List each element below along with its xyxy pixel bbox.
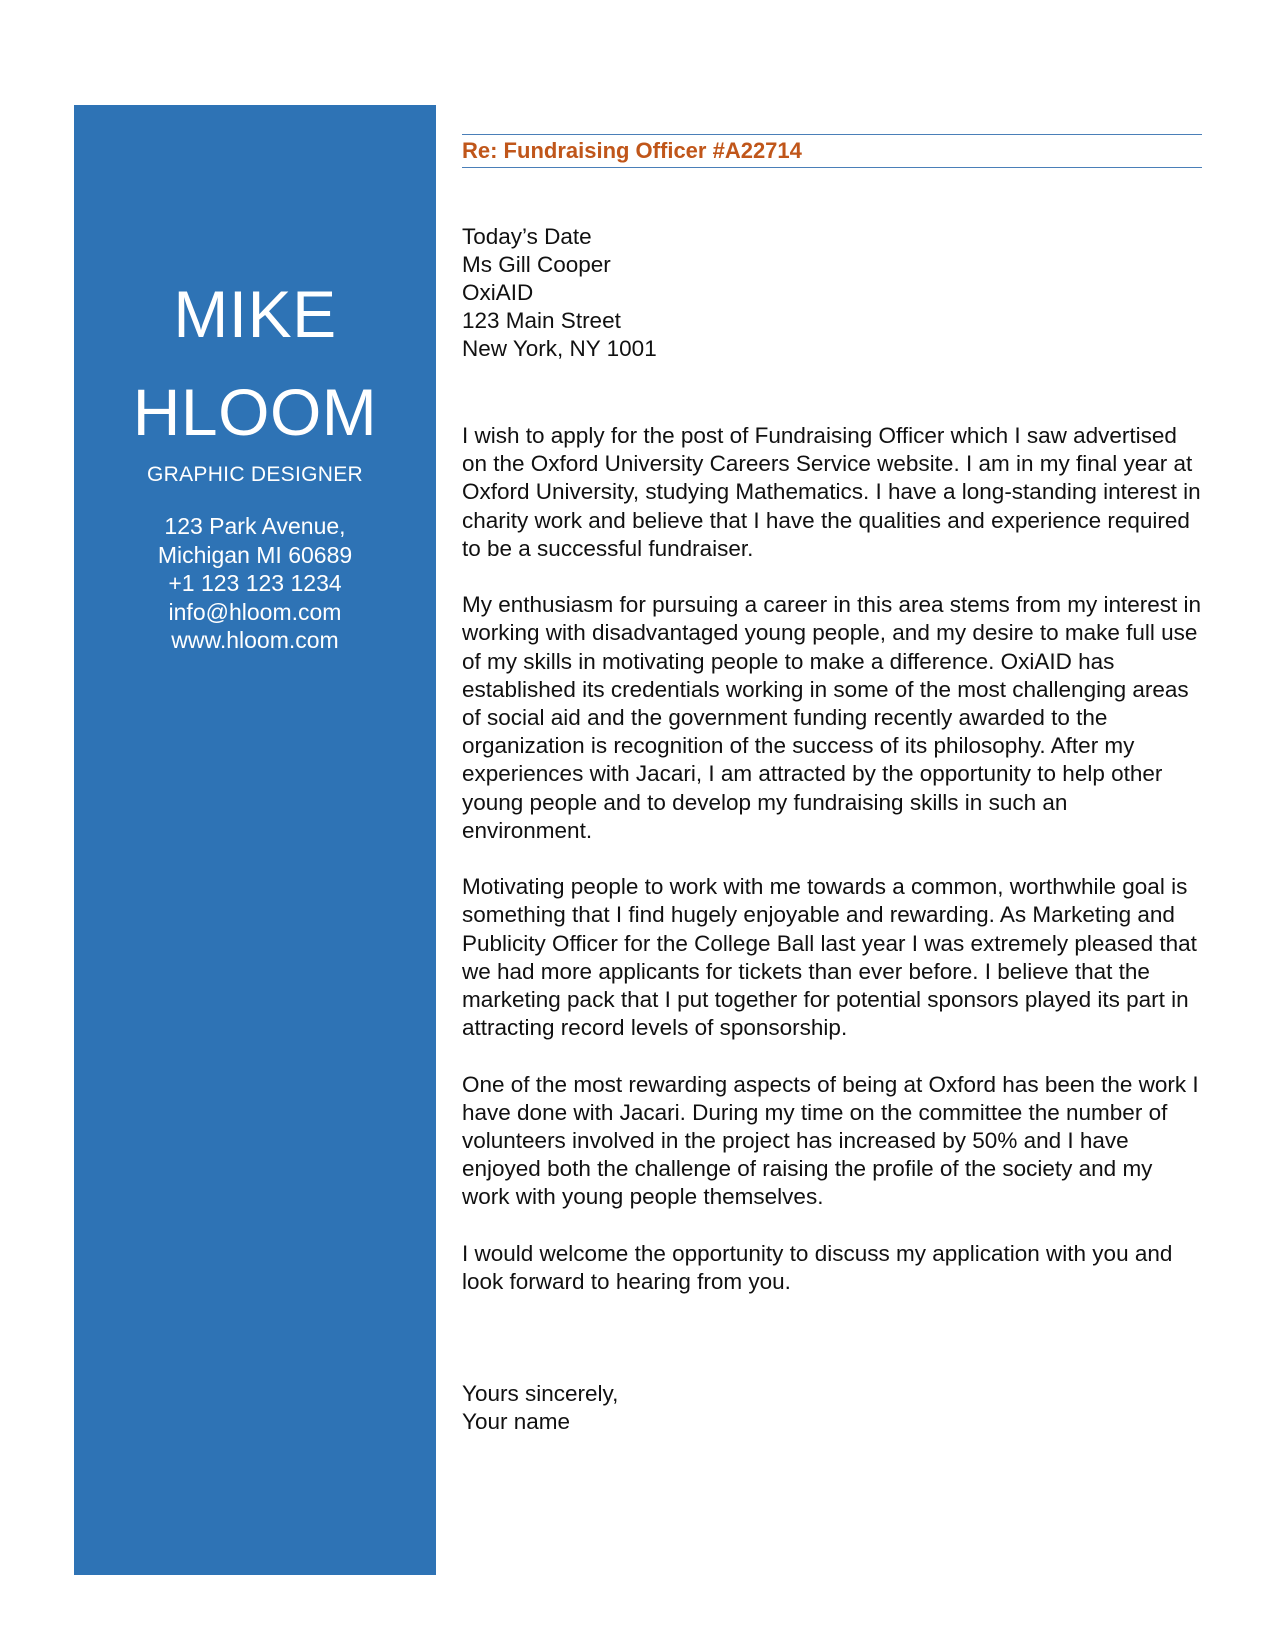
sidebar-panel <box>74 105 436 1575</box>
website: www.hloom.com <box>171 627 339 653</box>
applicant-name <box>74 265 436 461</box>
paragraph: I would welcome the opportunity to discuss my application with you and look forward to hearing from you. <box>462 1240 1173 1295</box>
letter-paragraphs <box>462 422 1202 1324</box>
recipient-city: New York, NY 1001 <box>462 336 657 361</box>
contact-block <box>74 512 436 655</box>
first-name: MIKE <box>173 277 337 351</box>
last-name: HLOOM <box>132 375 378 449</box>
date-line: Today’s Date <box>462 224 592 249</box>
subject-rule-top <box>462 134 1202 135</box>
recipient-company: OxiAID <box>462 280 534 305</box>
paragraph: One of the most rewarding aspects of being at Oxford has been the work I have done with Jacari. During my time on the committee the number of volunteers involved in the project has increased by 50% and I have enjoyed both the challenge of raising the profile of the society and my work with young people themselves. <box>462 1071 1199 1210</box>
paragraph: My enthusiasm for pursuing a career in this area stems from my interest in working with disadvantaged young people, and my desire to make full use of my skills in motivating people to make a difference. OxiAID has established its credentials working in some of the most challenging areas of social aid and the government funding recently awarded to the organization is recognition of the success of its philosophy. After my experiences with Jacari, I am attracted by the opportunity to help other young people and to develop my fundraising skills in such an environment. <box>462 592 1202 843</box>
closing-block <box>462 1380 618 1436</box>
email-address: info@hloom.com <box>168 598 342 625</box>
signature-name: Your name <box>462 1409 570 1434</box>
subject-rule-bottom <box>462 167 1202 168</box>
subject-line: Re: Fundraising Officer #A22714 <box>462 138 802 163</box>
phone-number: +1 123 123 1234 <box>168 570 342 596</box>
paragraph: I wish to apply for the post of Fundraising Officer which I saw advertised on the Oxford University Careers Service website. I am in my final year at Oxford University, studying Mathematics. I have a long-standing interest in charity work and believe that I have the qualities and experience required to be a successful fundraiser. <box>462 423 1201 561</box>
paragraph: Motivating people to work with me towards a common, worthwhile goal is something that I find hugely enjoyable and rewarding. As Marketing and Publicity Officer for the College Ball last year I was extremely pleased that we had more applicants for tickets than ever before. I believe that the marketing pack that I put together for potential sponsors played its part in attracting record levels of sponsorship. <box>462 874 1197 1041</box>
recipient-street: 123 Main Street <box>462 308 621 333</box>
street-address: 123 Park Avenue, <box>164 513 346 539</box>
city-state-zip: Michigan MI 60689 <box>157 541 353 568</box>
closing-salutation: Yours sincerely, <box>462 1381 619 1406</box>
job-title: GRAPHIC DESIGNER <box>147 463 363 486</box>
recipient-block <box>462 223 657 363</box>
letter-body <box>462 0 1202 1650</box>
recipient-name: Ms Gill Cooper <box>462 252 611 277</box>
